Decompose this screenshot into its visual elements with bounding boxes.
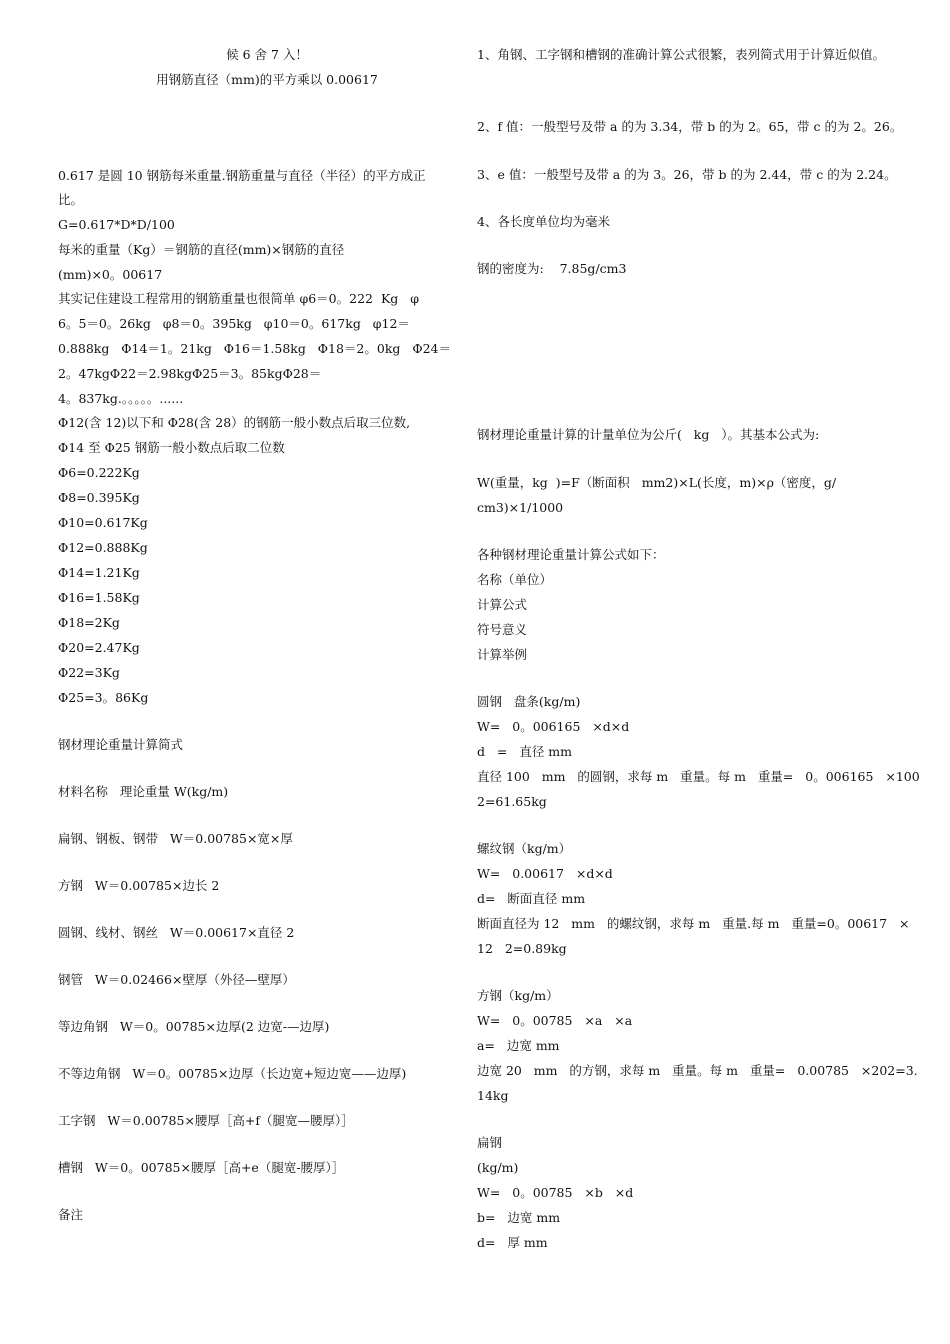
left-column-line: 材料名称 理论重量 W(kg/m) [58,784,229,799]
left-column-line: 等边角钢 W＝0。00785×边厚(2 边宽-—边厚) [58,1019,330,1034]
left-column-line: 用钢筋直径（mm)的平方乘以 0.00617 [156,72,378,87]
left-column-line: (mm)×0。00617 [58,267,163,282]
left-column-line: 每米的重量（Kg）＝钢筋的直径(mm)×钢筋的直径 [58,242,345,257]
left-column-line: 6。5＝0。26kg φ8＝0。395kg φ10＝0。617kg φ12＝ [58,316,410,331]
left-column-line: 2。47kgΦ22＝2.98kgΦ25＝3。85kgΦ28＝ [58,366,322,381]
right-column-line: 圆钢 盘条(kg/m) [477,694,581,709]
right-column-line: a= 边宽 mm [477,1038,560,1053]
right-column-line: 名称（单位） [477,572,553,587]
left-column-line: 4。837kg.。。。。。...... [58,391,184,406]
right-column-line: 3、e 值：一般型号及带 a 的为 3。26，带 b 的为 2.44，带 c 的为 2.24。 [477,167,897,182]
right-column-line: 12 2=0.89kg [477,941,567,956]
left-column-line: Φ12=0.888Kg [58,540,148,555]
left-column-line: Φ22=3Kg [58,665,120,680]
left-column-line: Φ14 至 Φ25 钢筋一般小数点后取二位数 [58,440,285,455]
left-column-line: Φ20=2.47Kg [58,640,140,655]
right-column-line: 14kg [477,1088,509,1103]
right-column-line: 1、角钢、工字钢和槽钢的准确计算公式很繁，表列简式用于计算近似值。 [477,47,885,62]
left-column-line: 0.888kg Φ14＝1。21kg Φ16＝1.58kg Φ18＝2。0kg Φ24＝ [58,341,451,356]
left-column-line: Φ16=1.58Kg [58,590,140,605]
right-column-line: W(重量，kg )=F（断面积 mm2)×L(长度，m)×ρ（密度，g/ [477,475,837,490]
right-column-line: d = 直径 mm [477,744,572,759]
left-column-line: Φ8=0.395Kg [58,490,140,505]
left-column-line: 0.617 是圆 10 钢筋每米重量.钢筋重量与直径（半径）的平方成正 [58,168,426,183]
left-column-line: 扁钢、钢板、钢带 W＝0.00785×宽×厚 [58,831,293,846]
right-column-line: 2=61.65kg [477,794,547,809]
left-column-line: Φ25=3。86Kg [58,690,149,705]
right-column-line: 边宽 20 mm 的方钢，求每 m 重量。每 m 重量= 0.00785 ×202=3. [477,1063,918,1078]
left-column-line: G=0.617*D*D/100 [58,217,175,232]
left-column-line: 钢管 W＝0.02466×壁厚（外径—壁厚） [58,972,295,987]
left-column-line: 不等边角钢 W＝0。00785×边厚（长边宽+短边宽——边厚) [58,1066,407,1081]
left-column-line: 方钢 W＝0.00785×边长 2 [58,878,220,893]
left-column-line: Φ14=1.21Kg [58,565,140,580]
left-column-line: 备注 [58,1207,84,1222]
left-column-line: 比。 [58,192,84,207]
left-column-line: 工字钢 W＝0.00785×腰厚［高+f（腿宽—腰厚）］ [58,1113,354,1128]
right-column-line: 直径 100 mm 的圆钢，求每 m 重量。每 m 重量= 0。006165 ×100 [477,769,920,784]
right-column-line: W= 0。00785 ×b ×d [477,1185,634,1200]
right-column-line: d= 断面直径 mm [477,891,586,906]
right-column-line: W= 0.00617 ×d×d [477,866,613,881]
left-column-line: Φ6=0.222Kg [58,465,140,480]
right-column-line: 方钢（kg/m） [477,988,559,1003]
right-column-line: 螺纹钢（kg/m） [477,841,572,856]
right-column-line: 各种钢材理论重量计算公式如下： [477,547,665,562]
right-column-line: 钢材理论重量计算的计量单位为公斤( kg ）。其基本公式为: [477,427,820,442]
left-column-line: 候 6 舍 7 入！ [226,47,308,62]
right-column-line: (kg/m) [477,1160,519,1175]
left-column-line: 钢材理论重量计算简式 [58,737,184,752]
right-column-line: 断面直径为 12 mm 的螺纹钢，求每 m 重量.每 m 重量=0。00617 × [477,916,910,931]
left-column-line: 圆钢、线材、钢丝 W＝0.00617×直径 2 [58,925,295,940]
right-column-line: W= 0。006165 ×d×d [477,719,630,734]
right-column-line: 符号意义 [477,622,528,637]
right-column-line: 扁钢 [477,1135,503,1150]
right-column-line: 2、f 值：一般型号及带 a 的为 3.34，带 b 的为 2。65，带 c 的为 2。26。 [477,119,903,134]
left-column-line: Φ18=2Kg [58,615,120,630]
right-column-line: 计算公式 [477,597,528,612]
right-column-line: cm3)×1/1000 [477,500,564,515]
right-column-line: 计算举例 [477,647,528,662]
right-column-line: b= 边宽 mm [477,1210,561,1225]
right-column-line: W= 0。00785 ×a ×a [477,1013,633,1028]
right-column-line: 钢的密度为: 7.85g/cm3 [477,261,627,276]
right-column-line: 4、各长度单位均为毫米 [477,214,610,229]
left-column-line: 其实记住建设工程常用的钢筋重量也很简单 φ6＝0。222 Kg φ [58,291,419,306]
left-column-line: 槽钢 W＝0。00785×腰厚［高+e（腿宽-腰厚）］ [58,1160,345,1175]
left-column-line: Φ10=0.617Kg [58,515,148,530]
left-column-line: Φ12(含 12)以下和 Φ28(含 28）的钢筋一般小数点后取三位数, [58,415,411,430]
right-column-line: d= 厚 mm [477,1235,548,1250]
